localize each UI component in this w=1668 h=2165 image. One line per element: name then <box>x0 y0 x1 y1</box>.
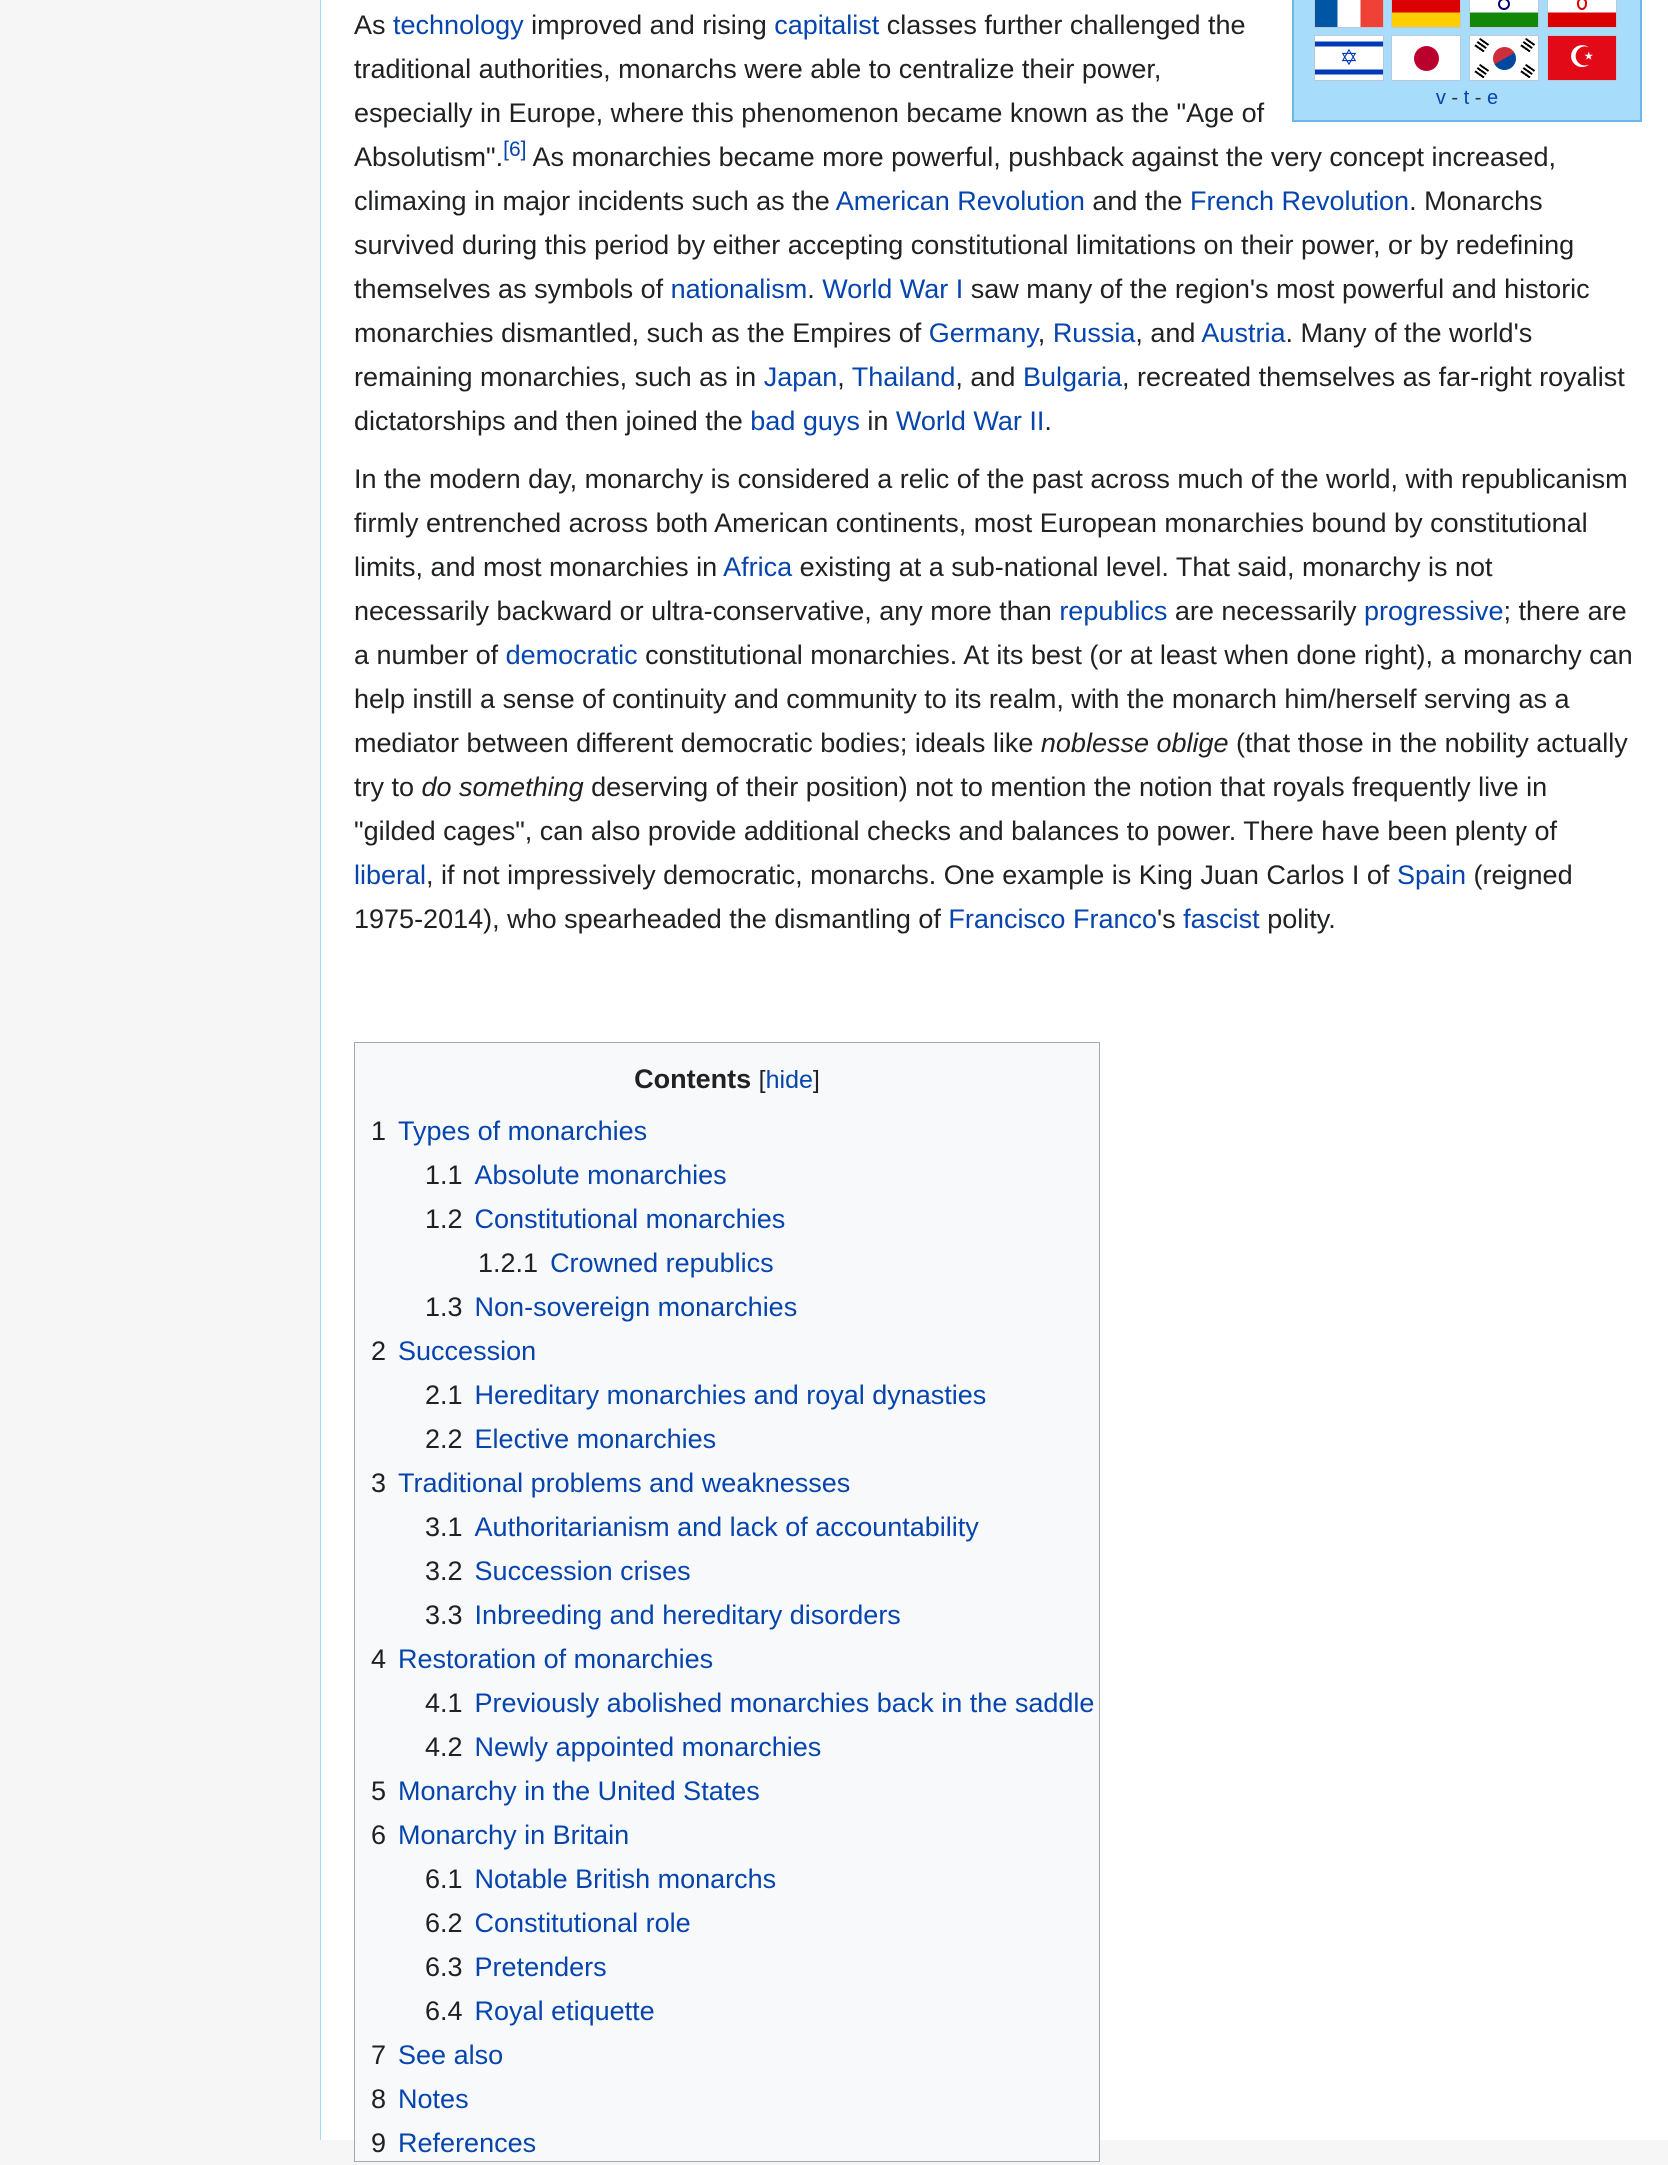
link-democratic[interactable]: democratic <box>505 640 638 670</box>
article-body <box>354 0 1634 941</box>
star-of-david-icon: ✡ <box>1339 45 1359 70</box>
link-capitalist[interactable]: capitalist <box>774 10 880 40</box>
toc-item[interactable] <box>371 1153 1091 1197</box>
toc-item[interactable] <box>371 1901 1091 1945</box>
toc-item[interactable] <box>371 2121 1091 2165</box>
toc-label: Absolute monarchies <box>474 1160 727 1190</box>
navbox-vte <box>1294 86 1640 110</box>
toc-number: 3 <box>371 1468 387 1498</box>
toc-number: 1.3 <box>425 1292 463 1322</box>
toc-label: Constitutional role <box>474 1908 691 1938</box>
link-progressive[interactable]: progressive <box>1363 596 1504 626</box>
bracket: [ <box>758 1066 766 1094</box>
link-thailand[interactable]: Thailand <box>851 362 956 392</box>
edit-template-link[interactable]: e <box>1487 87 1499 109</box>
toc-number: 6.1 <box>425 1864 463 1894</box>
toc-link[interactable] <box>371 1776 760 1806</box>
italic-do-something: do something <box>421 772 584 802</box>
text: 's <box>1157 904 1184 934</box>
toc-label: Inbreeding and hereditary disorders <box>474 1600 901 1630</box>
toc-item[interactable] <box>371 1549 1091 1593</box>
toc-number: 3.1 <box>425 1512 463 1542</box>
link-bad-guys[interactable]: bad guys <box>750 406 860 436</box>
toc-link[interactable] <box>371 1336 536 1366</box>
chakra-icon <box>1498 0 1510 10</box>
toc-number: 3.3 <box>425 1600 463 1630</box>
toc-list <box>371 1109 1095 2165</box>
toc-link[interactable] <box>425 1380 986 1410</box>
toc-label: Newly appointed monarchies <box>474 1732 822 1762</box>
sun-disc-icon <box>1414 46 1439 71</box>
toc-label: Notable British monarchs <box>474 1864 777 1894</box>
toc-item[interactable] <box>371 2033 1091 2077</box>
taegeuk-icon <box>1489 43 1520 74</box>
text: are necessarily <box>1167 596 1364 626</box>
toc-label: Succession <box>398 1336 537 1366</box>
turkey-flag[interactable] <box>1547 35 1617 81</box>
south-korea-flag[interactable] <box>1469 35 1539 81</box>
toc-link[interactable] <box>425 1600 901 1630</box>
view-template-link[interactable]: v <box>1435 87 1446 109</box>
link-fascist[interactable]: fascist <box>1183 904 1260 934</box>
link-russia[interactable]: Russia <box>1052 318 1136 348</box>
text: improved and rising <box>523 10 775 40</box>
link-austria[interactable]: Austria <box>1201 318 1286 348</box>
text: deserving of their position) not to mention the notion that royals frequently live in "gilded cages", can also provide additional checks and balances to power. There have been plenty of <box>354 772 1557 846</box>
toc-number: 2 <box>371 1336 387 1366</box>
toc-item[interactable] <box>371 1373 1091 1417</box>
link-liberal[interactable]: liberal <box>354 860 427 890</box>
toc-number: 6.2 <box>425 1908 463 1938</box>
toc-label: Hereditary monarchies and royal dynasties <box>474 1380 987 1410</box>
india-flag[interactable] <box>1469 0 1539 28</box>
toc-label: Previously abolished monarchies back in the saddle <box>474 1688 1095 1718</box>
text: In the modern day, monarchy is considered a relic of the past across much of the world, with republicanism firmly entrenched across both American continents, most European monarchies bound by constitutional limits, and most monarchies in <box>354 464 1628 582</box>
toc-item[interactable] <box>371 2077 1091 2121</box>
vte-separator: - <box>1474 87 1482 109</box>
text: , if not impressively democratic, monarchs. One example is King Juan Carlos I of <box>426 860 1397 890</box>
toc-label: Notes <box>398 2084 469 2114</box>
text: As <box>354 10 394 40</box>
toc-label: Non-sovereign monarchies <box>474 1292 798 1322</box>
text: , recreated themselves as far-right royalist dictatorships and then joined the <box>354 362 1625 436</box>
toc-link[interactable] <box>425 1424 716 1454</box>
toc-label: Authoritarianism and lack of accountability <box>474 1512 979 1542</box>
toc-link[interactable] <box>371 1644 713 1674</box>
italic-noblesse-oblige: noblesse oblige <box>1040 728 1229 758</box>
link-world-war-2[interactable]: World War II <box>895 406 1045 436</box>
text: polity. <box>1259 904 1336 934</box>
text: As monarchies became more powerful, pushback against the very concept increased, climaxing in major incidents such as the <box>354 142 1557 216</box>
toc-title: Contents <box>634 1064 752 1094</box>
link-spain[interactable]: Spain <box>1396 860 1467 890</box>
toc-link[interactable] <box>425 1908 691 1938</box>
toc-link[interactable] <box>371 1820 629 1850</box>
toc-label: Monarchy in Britain <box>398 1820 630 1850</box>
bracket: ] <box>812 1066 820 1094</box>
toc-link[interactable] <box>425 1732 821 1762</box>
toc-item[interactable] <box>371 1813 1091 1857</box>
text: , <box>837 362 852 392</box>
toc-hide-toggle-wrap <box>759 1066 820 1094</box>
toc-number: 1 <box>371 1116 387 1146</box>
trigram-icon <box>1520 64 1535 79</box>
text: , and <box>955 362 1023 392</box>
toc-item[interactable] <box>371 1593 1091 1637</box>
text: constitutional monarchies. At its best (or at least when done right), a monarchy can help instill a sense of continuity and community to its realm, with the monarch him/herself serving as a mediator between different democratic bodies; ideals like <box>354 640 1633 758</box>
toc-label: References <box>398 2128 537 2158</box>
toc-item[interactable] <box>371 1769 1091 1813</box>
toc-label: Restoration of monarchies <box>398 1644 714 1674</box>
toc-item[interactable] <box>371 1197 1091 1241</box>
paragraph-modern-day <box>354 457 1634 941</box>
toc-item[interactable] <box>371 1505 1091 1549</box>
link-republics[interactable]: republics <box>1059 596 1168 626</box>
text: and the <box>1084 186 1190 216</box>
text: . Many of the world's remaining monarchies, such as in <box>354 318 1533 392</box>
toc-link[interactable] <box>425 1204 785 1234</box>
toc-number: 1.1 <box>425 1160 463 1190</box>
germany-flag[interactable] <box>1391 0 1461 28</box>
toc-number: 4.1 <box>425 1688 463 1718</box>
toc-label: Traditional problems and weaknesses <box>398 1468 851 1498</box>
link-technology[interactable]: technology <box>393 10 524 40</box>
toc-link[interactable] <box>371 1116 647 1146</box>
toc-link[interactable] <box>371 2084 469 2114</box>
text: , and <box>1135 318 1202 348</box>
monarchy-navbox-flags <box>1292 0 1642 122</box>
toc-label: Pretenders <box>474 1952 607 1982</box>
toc-item[interactable] <box>371 1241 1091 1285</box>
link-american-revolution[interactable]: American Revolution <box>835 186 1085 216</box>
toc-number: 6.3 <box>425 1952 463 1982</box>
toc-item[interactable] <box>371 1637 1091 1681</box>
vte-separator: - <box>1451 87 1459 109</box>
link-japan[interactable]: Japan <box>763 362 838 392</box>
toc-item[interactable] <box>371 1681 1095 1725</box>
talk-template-link[interactable]: t <box>1463 87 1470 109</box>
toc-number: 6.4 <box>425 1996 463 2026</box>
text: existing at a sub-national level. That said, monarchy is not necessarily backward or ultra-conservative, any more than <box>354 552 1493 626</box>
toc-item[interactable] <box>371 1461 1091 1505</box>
toc-item[interactable] <box>371 1417 1091 1461</box>
toc-number: 3.2 <box>425 1556 463 1586</box>
toc-number: 6 <box>371 1820 387 1850</box>
toc-number: 2.2 <box>425 1424 463 1454</box>
toc-label: Types of monarchies <box>398 1116 648 1146</box>
crescent-star-icon: ☪ <box>1568 41 1596 74</box>
text: (reigned 1975-2014), who spearheaded the dismantling of <box>354 860 1573 934</box>
toc-label: See also <box>398 2040 504 2070</box>
text: (that those in the nobility actually try to <box>354 728 1628 802</box>
israel-flag[interactable] <box>1314 35 1384 81</box>
text: . <box>807 274 823 304</box>
toc-link[interactable] <box>425 1864 776 1894</box>
toc-item[interactable] <box>371 1989 1091 2033</box>
iran-flag[interactable] <box>1547 0 1617 28</box>
toc-item[interactable] <box>371 1725 1091 1769</box>
france-flag[interactable] <box>1314 0 1384 28</box>
toc-item[interactable] <box>371 1329 1091 1373</box>
text: . <box>1044 406 1052 436</box>
toc-link[interactable] <box>425 1952 607 1982</box>
toc-link[interactable] <box>371 2128 536 2158</box>
emblem-icon <box>1577 0 1587 10</box>
toc-number: 8 <box>371 2084 387 2114</box>
toc-link[interactable] <box>371 2040 503 2070</box>
toc-item[interactable] <box>371 1285 1091 1329</box>
link-nationalism[interactable]: nationalism <box>670 274 808 304</box>
text: , <box>1037 318 1053 348</box>
text: classes further challenged the traditional authorities, monarchs were able to centralize their power, especially in Europe, where this phenomenon became known as the "Age of Absolutism". <box>354 10 1265 172</box>
toc-link[interactable] <box>425 1996 655 2026</box>
toc-item[interactable] <box>371 1945 1091 1989</box>
link-french-revolution[interactable]: French Revolution <box>1189 186 1410 216</box>
link-africa[interactable]: Africa <box>723 552 793 582</box>
text: ; there are a number of <box>354 596 1627 670</box>
link-bulgaria[interactable]: Bulgaria <box>1022 362 1122 392</box>
text: saw many of the region's most powerful and historic monarchies dismantled, such as the Empires of <box>354 274 1590 348</box>
toc-number: 2.1 <box>425 1380 463 1410</box>
toc-item[interactable] <box>371 1109 1091 1153</box>
toc-label: Constitutional monarchies <box>474 1204 786 1234</box>
toc-link[interactable] <box>425 1556 691 1586</box>
toc-link[interactable] <box>425 1688 1094 1718</box>
toc-number: 4.2 <box>425 1732 463 1762</box>
toc-link[interactable] <box>478 1248 774 1278</box>
link-francisco-franco[interactable]: Francisco Franco <box>948 904 1157 934</box>
trigram-icon <box>1474 64 1489 79</box>
toc-number: 7 <box>371 2040 387 2070</box>
trigram-icon <box>1520 38 1535 53</box>
toc-number: 9 <box>371 2128 387 2158</box>
link-germany[interactable]: Germany <box>928 318 1038 348</box>
toc-label: Royal etiquette <box>474 1996 655 2026</box>
toc-link[interactable] <box>425 1160 727 1190</box>
link-world-war-1[interactable]: World War I <box>822 274 964 304</box>
reference-6[interactable]: [6] <box>503 138 527 161</box>
toc-link[interactable] <box>371 1468 850 1498</box>
toc-number: 5 <box>371 1776 387 1806</box>
toc-header <box>355 1059 1099 1100</box>
toc-label: Succession crises <box>474 1556 691 1586</box>
table-of-contents <box>354 1042 1100 2162</box>
japan-flag[interactable] <box>1391 35 1461 81</box>
toc-link[interactable] <box>425 1512 979 1542</box>
trigram-icon <box>1474 38 1489 53</box>
toc-label: Elective monarchies <box>474 1424 717 1454</box>
toc-hide-toggle[interactable]: hide <box>765 1066 813 1094</box>
toc-item[interactable] <box>371 1857 1091 1901</box>
text: in <box>859 406 896 436</box>
toc-label: Monarchy in the United States <box>398 1776 760 1806</box>
toc-link[interactable] <box>425 1292 797 1322</box>
toc-number: 1.2 <box>425 1204 463 1234</box>
toc-number: 1.2.1 <box>478 1248 539 1278</box>
text: . Monarchs survived during this period by either accepting constitutional limitations on their power, or by redefining themselves as symbols of <box>354 186 1575 304</box>
toc-number: 4 <box>371 1644 387 1674</box>
toc-label: Crowned republics <box>550 1248 774 1278</box>
